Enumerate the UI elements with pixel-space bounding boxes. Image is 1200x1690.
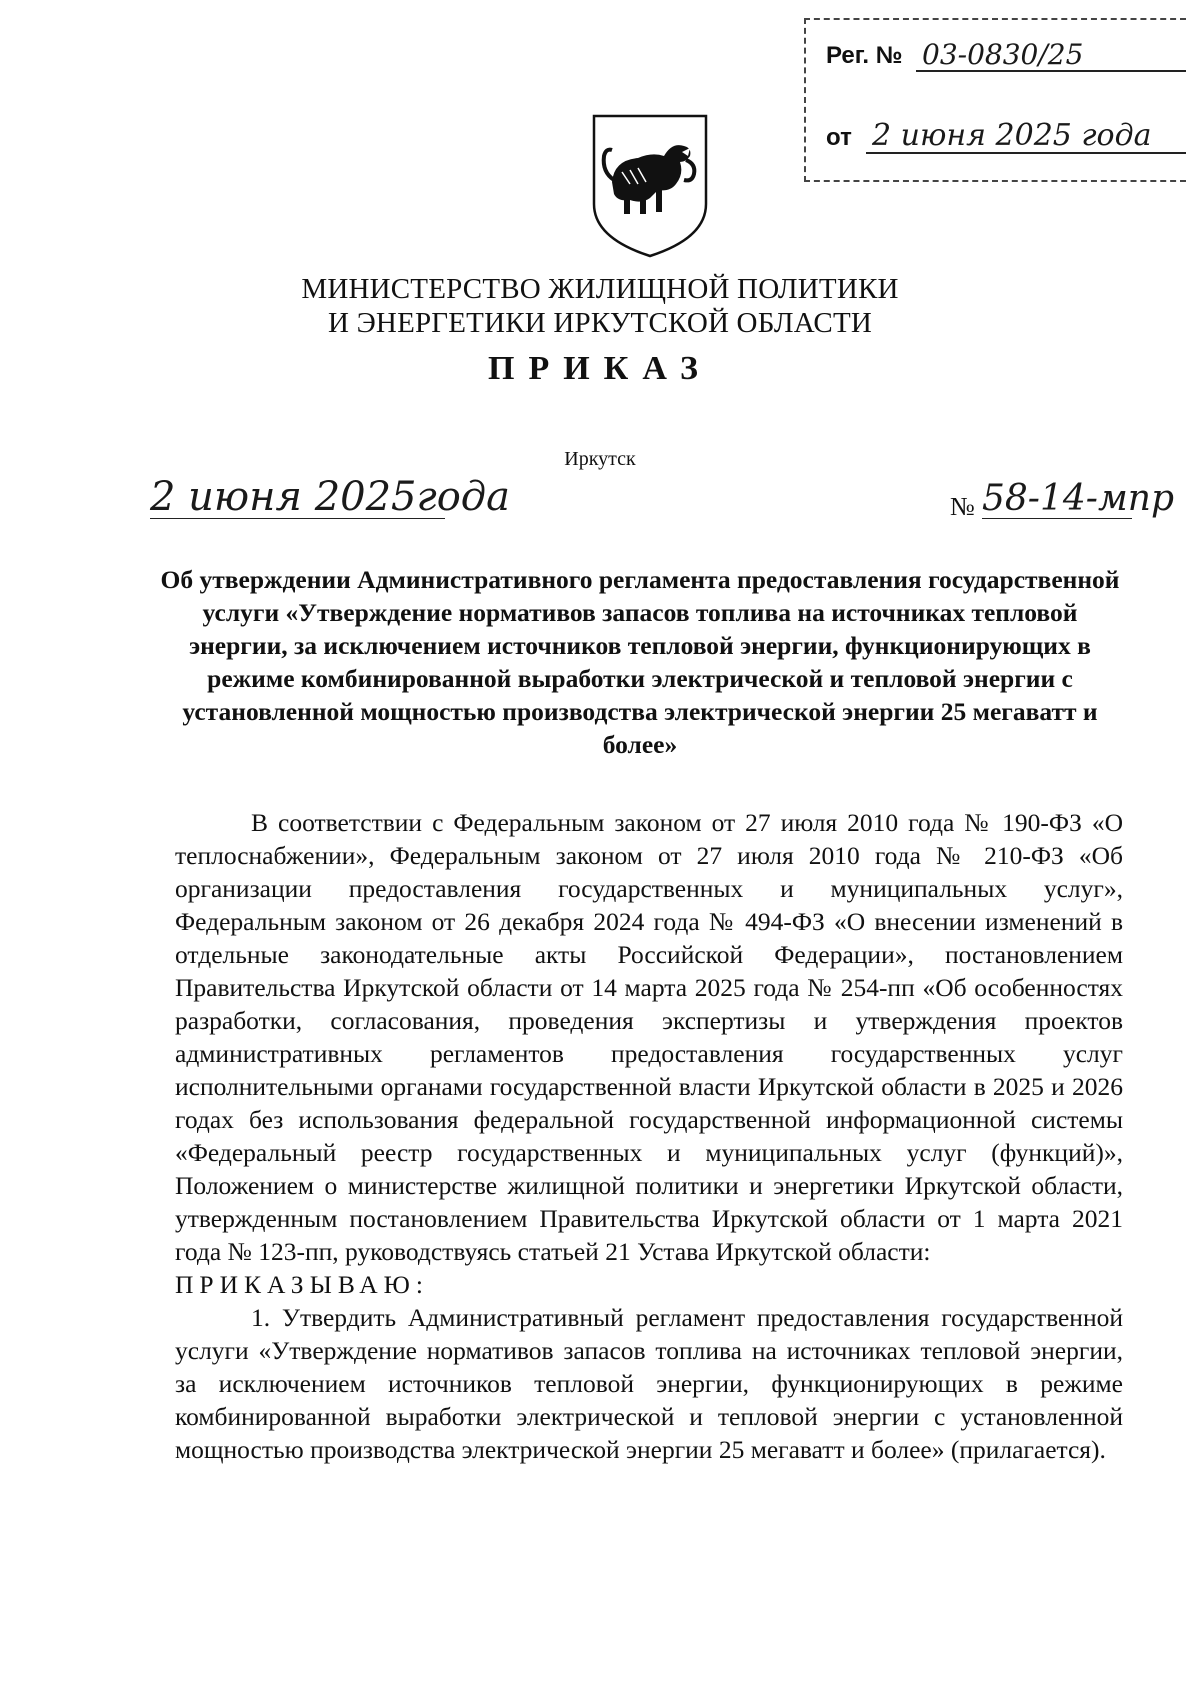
document-date: 2 июня 2025года <box>150 474 510 520</box>
reg-from-label: от <box>826 124 852 151</box>
document-type: ПРИКАЗ <box>488 350 712 387</box>
number-underline <box>982 518 1132 519</box>
document-number: 58-14-мпр <box>982 478 1175 519</box>
number-label: № <box>950 492 975 521</box>
order-item-1: 1. Утвердить Административный регламент предоставления государственной услуги «Утверждение нормативов запасов топлива на источниках тепловой энергии, за исключением источников тепловой энергии, функционирующих в режиме комбинированной выработки электрической и тепловой энергии с установленной мощностью производства электрической энергии 25 мегаватт и более» (прилагается). <box>175 1303 1123 1464</box>
irkutsk-coat-of-arms-icon <box>590 112 710 260</box>
registration-stamp <box>804 18 1186 182</box>
ministry-line-2: И ЭНЕРГЕТИКИ ИРКУТСКОЙ ОБЛАСТИ <box>327 307 872 339</box>
reg-number: 03-0830/25 <box>922 38 1084 71</box>
order-word: ПРИКАЗЫВАЮ: <box>175 1270 429 1299</box>
ministry-name <box>0 272 1200 340</box>
document-title: Об утверждении Административного регламента предоставления государственной услуги «Утверждение нормативов запасов топлива на источниках тепловой энергии, за исключением источников тепловой энергии, функционирующих в режиме комбинированной выработки электрической и тепловой энергии с установленной мощностью производства электрической энергии 25 мегаватт и более» <box>160 565 1120 759</box>
reg-label: Рег. № <box>826 42 903 69</box>
preamble-paragraph: В соответствии с Федеральным законом от 27 июля 2010 года № 190-ФЗ «О теплоснабжении», Федеральным законом от 27 июля 2010 года № 210-ФЗ «Об организации предоставления государственных и муниципальных услуг», Федеральным законом от 26 декабря 2024 года № 494-ФЗ «О внесении изменений в отдельные законодательные акты Российской Федерации», постановлением Правительства Иркутской области от 14 марта 2025 года № 254-пп «Об особенностях разработки, согласования, проведения экспертизы и утверждения проектов административных регламентов предоставления государственных услуг исполнительными органами государственной власти Иркутской области в 2025 и 2026 годах без использования федеральной государственной информационной системы «Федеральный реестр государственных и муниципальных услуг (функций)», Положением о министерстве жилищной политики и энергетики Иркутской области, утвержденным постановлением Правительства Иркутской области от 1 марта 2021 года № 123-пп, руководствуясь статьей 21 Устава Иркутской области: <box>175 808 1123 1266</box>
ministry-line-1: МИНИСТЕРСТВО ЖИЛИЩНОЙ ПОЛИТИКИ <box>301 273 899 305</box>
city: Иркутск <box>564 448 636 470</box>
reg-date-line <box>866 152 1186 154</box>
reg-date: 2 июня 2025 года <box>872 118 1152 153</box>
document-body <box>175 806 1123 1466</box>
reg-number-line <box>916 70 1186 72</box>
date-underline <box>150 518 445 519</box>
